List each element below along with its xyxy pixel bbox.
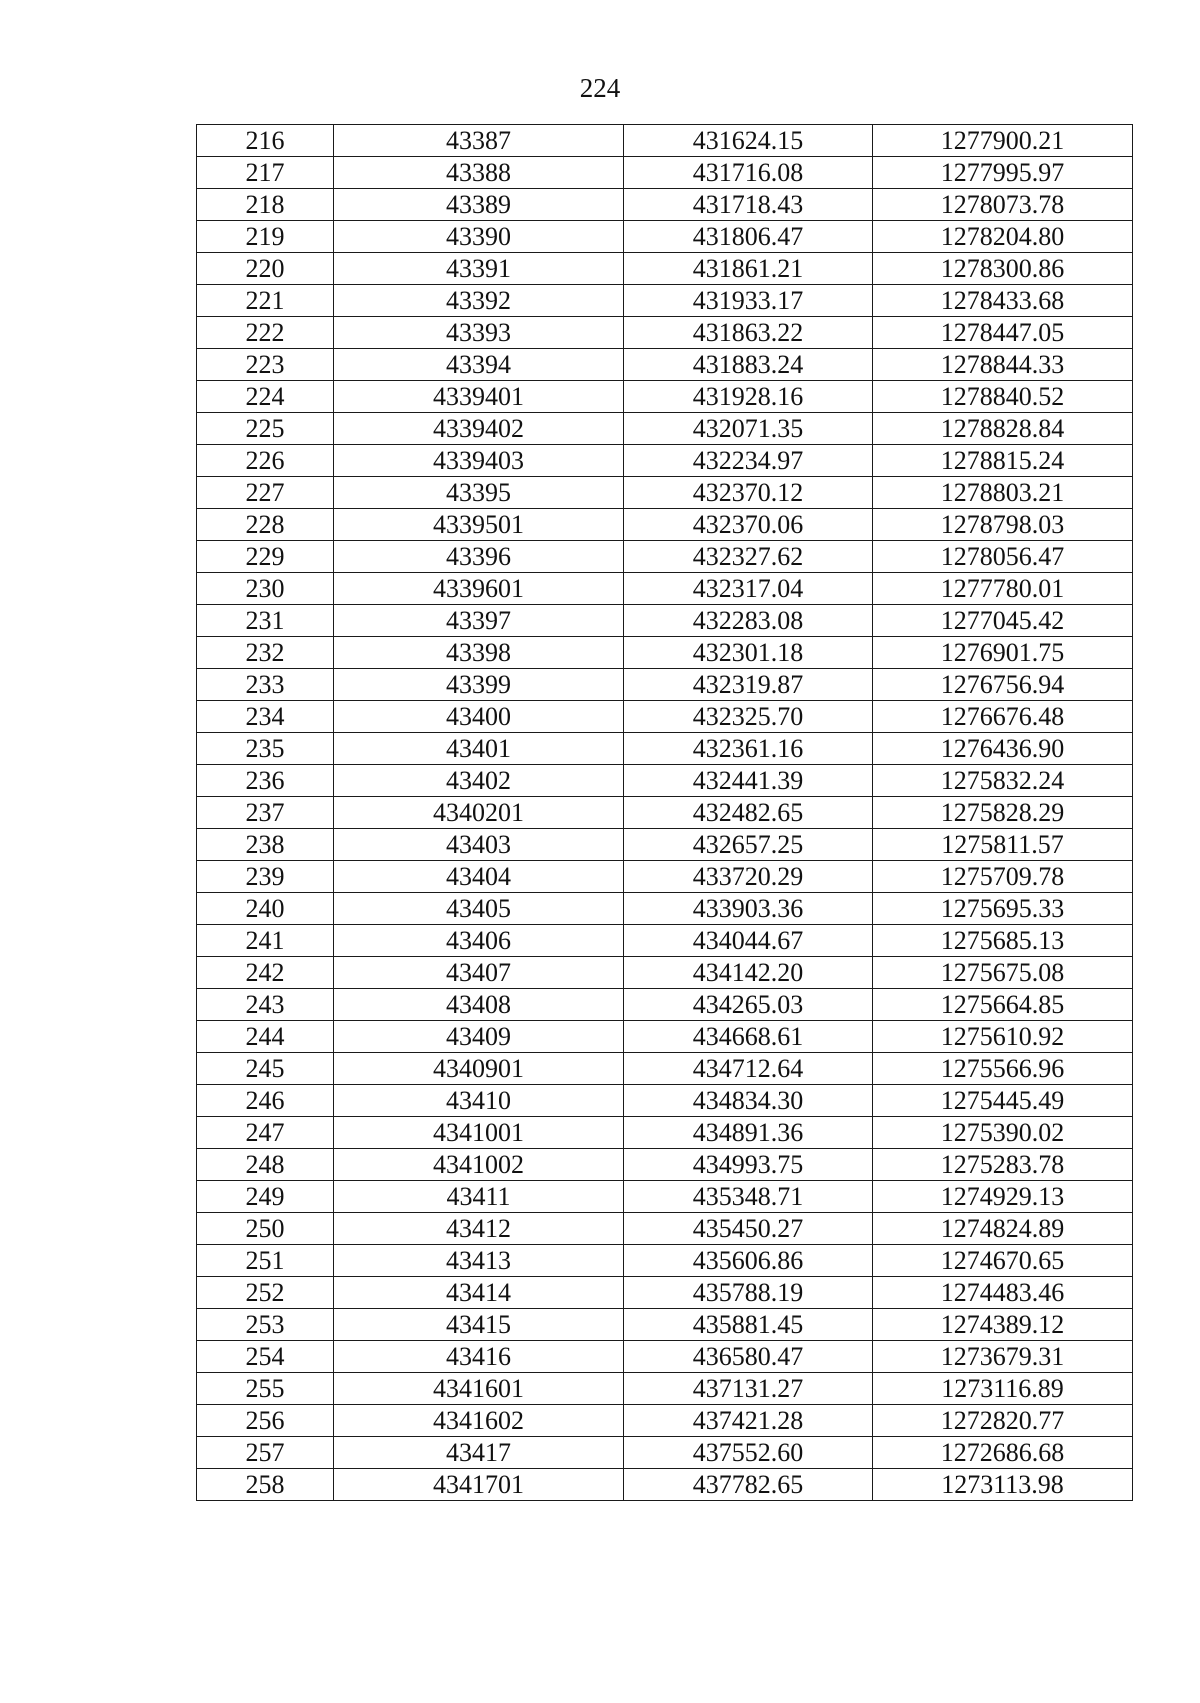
point-id-cell: 43398 <box>334 637 624 669</box>
row-index-cell: 226 <box>197 445 334 477</box>
x-coordinate-cell: 431624.15 <box>624 125 873 157</box>
row-index-cell: 218 <box>197 189 334 221</box>
row-index-cell: 221 <box>197 285 334 317</box>
x-coordinate-cell: 431928.16 <box>624 381 873 413</box>
point-id-cell: 4341701 <box>334 1469 624 1501</box>
point-id-cell: 43394 <box>334 349 624 381</box>
row-index-cell: 233 <box>197 669 334 701</box>
x-coordinate-cell: 431863.22 <box>624 317 873 349</box>
point-id-cell: 43417 <box>334 1437 624 1469</box>
point-id-cell: 4339403 <box>334 445 624 477</box>
row-index-cell: 241 <box>197 925 334 957</box>
row-index-cell: 246 <box>197 1085 334 1117</box>
x-coordinate-cell: 435788.19 <box>624 1277 873 1309</box>
table-row <box>197 381 1133 413</box>
table-row <box>197 157 1133 189</box>
y-coordinate-cell: 1276756.94 <box>873 669 1133 701</box>
x-coordinate-cell: 434044.67 <box>624 925 873 957</box>
point-id-cell: 43390 <box>334 221 624 253</box>
table-row <box>197 189 1133 221</box>
y-coordinate-cell: 1275828.29 <box>873 797 1133 829</box>
y-coordinate-cell: 1275390.02 <box>873 1117 1133 1149</box>
row-index-cell: 242 <box>197 957 334 989</box>
row-index-cell: 228 <box>197 509 334 541</box>
x-coordinate-cell: 433903.36 <box>624 893 873 925</box>
x-coordinate-cell: 432283.08 <box>624 605 873 637</box>
row-index-cell: 216 <box>197 125 334 157</box>
y-coordinate-cell: 1278204.80 <box>873 221 1133 253</box>
x-coordinate-cell: 434265.03 <box>624 989 873 1021</box>
row-index-cell: 237 <box>197 797 334 829</box>
point-id-cell: 43401 <box>334 733 624 765</box>
point-id-cell: 43409 <box>334 1021 624 1053</box>
table-row <box>197 317 1133 349</box>
point-id-cell: 4340201 <box>334 797 624 829</box>
table-row <box>197 253 1133 285</box>
point-id-cell: 43388 <box>334 157 624 189</box>
x-coordinate-cell: 435450.27 <box>624 1213 873 1245</box>
row-index-cell: 223 <box>197 349 334 381</box>
point-id-cell: 43389 <box>334 189 624 221</box>
y-coordinate-cell: 1274389.12 <box>873 1309 1133 1341</box>
table-row <box>197 829 1133 861</box>
table-row <box>197 1341 1133 1373</box>
y-coordinate-cell: 1275695.33 <box>873 893 1133 925</box>
x-coordinate-cell: 431716.08 <box>624 157 873 189</box>
row-index-cell: 248 <box>197 1149 334 1181</box>
row-index-cell: 235 <box>197 733 334 765</box>
x-coordinate-cell: 437421.28 <box>624 1405 873 1437</box>
row-index-cell: 245 <box>197 1053 334 1085</box>
point-id-cell: 4339501 <box>334 509 624 541</box>
row-index-cell: 234 <box>197 701 334 733</box>
y-coordinate-cell: 1278844.33 <box>873 349 1133 381</box>
table-row <box>197 1213 1133 1245</box>
table-row <box>197 1021 1133 1053</box>
y-coordinate-cell: 1275832.24 <box>873 765 1133 797</box>
x-coordinate-cell: 437552.60 <box>624 1437 873 1469</box>
x-coordinate-cell: 434668.61 <box>624 1021 873 1053</box>
table-row <box>197 1085 1133 1117</box>
table-row <box>197 1149 1133 1181</box>
x-coordinate-cell: 432317.04 <box>624 573 873 605</box>
point-id-cell: 43399 <box>334 669 624 701</box>
point-id-cell: 43414 <box>334 1277 624 1309</box>
x-coordinate-cell: 431883.24 <box>624 349 873 381</box>
row-index-cell: 258 <box>197 1469 334 1501</box>
y-coordinate-cell: 1278840.52 <box>873 381 1133 413</box>
point-id-cell: 43402 <box>334 765 624 797</box>
x-coordinate-cell: 434891.36 <box>624 1117 873 1149</box>
y-coordinate-cell: 1274929.13 <box>873 1181 1133 1213</box>
y-coordinate-cell: 1278828.84 <box>873 413 1133 445</box>
table-row <box>197 1277 1133 1309</box>
y-coordinate-cell: 1274483.46 <box>873 1277 1133 1309</box>
table-row <box>197 573 1133 605</box>
y-coordinate-cell: 1278803.21 <box>873 477 1133 509</box>
y-coordinate-cell: 1277045.42 <box>873 605 1133 637</box>
x-coordinate-cell: 435606.86 <box>624 1245 873 1277</box>
table-row <box>197 893 1133 925</box>
table-row <box>197 733 1133 765</box>
point-id-cell: 43400 <box>334 701 624 733</box>
row-index-cell: 253 <box>197 1309 334 1341</box>
y-coordinate-cell: 1275664.85 <box>873 989 1133 1021</box>
x-coordinate-cell: 432071.35 <box>624 413 873 445</box>
point-id-cell: 43396 <box>334 541 624 573</box>
table-row <box>197 1373 1133 1405</box>
row-index-cell: 244 <box>197 1021 334 1053</box>
coordinates-table-body <box>197 125 1133 1501</box>
x-coordinate-cell: 435881.45 <box>624 1309 873 1341</box>
x-coordinate-cell: 432482.65 <box>624 797 873 829</box>
y-coordinate-cell: 1273116.89 <box>873 1373 1133 1405</box>
x-coordinate-cell: 433720.29 <box>624 861 873 893</box>
x-coordinate-cell: 431861.21 <box>624 253 873 285</box>
row-index-cell: 251 <box>197 1245 334 1277</box>
x-coordinate-cell: 436580.47 <box>624 1341 873 1373</box>
row-index-cell: 231 <box>197 605 334 637</box>
y-coordinate-cell: 1277995.97 <box>873 157 1133 189</box>
table-row <box>197 1245 1133 1277</box>
y-coordinate-cell: 1274824.89 <box>873 1213 1133 1245</box>
point-id-cell: 4339601 <box>334 573 624 605</box>
row-index-cell: 247 <box>197 1117 334 1149</box>
table-row <box>197 797 1133 829</box>
row-index-cell: 219 <box>197 221 334 253</box>
row-index-cell: 220 <box>197 253 334 285</box>
x-coordinate-cell: 435348.71 <box>624 1181 873 1213</box>
x-coordinate-cell: 431718.43 <box>624 189 873 221</box>
table-row <box>197 605 1133 637</box>
table-row <box>197 509 1133 541</box>
x-coordinate-cell: 432441.39 <box>624 765 873 797</box>
point-id-cell: 43403 <box>334 829 624 861</box>
table-row <box>197 349 1133 381</box>
table-row <box>197 925 1133 957</box>
point-id-cell: 4340901 <box>334 1053 624 1085</box>
point-id-cell: 43407 <box>334 957 624 989</box>
x-coordinate-cell: 432234.97 <box>624 445 873 477</box>
row-index-cell: 243 <box>197 989 334 1021</box>
table-row <box>197 1181 1133 1213</box>
x-coordinate-cell: 432370.12 <box>624 477 873 509</box>
page-number: 224 <box>579 73 621 103</box>
y-coordinate-cell: 1278447.05 <box>873 317 1133 349</box>
y-coordinate-cell: 1277780.01 <box>873 573 1133 605</box>
x-coordinate-cell: 432361.16 <box>624 733 873 765</box>
y-coordinate-cell: 1278433.68 <box>873 285 1133 317</box>
y-coordinate-cell: 1276676.48 <box>873 701 1133 733</box>
table-row <box>197 701 1133 733</box>
y-coordinate-cell: 1277900.21 <box>873 125 1133 157</box>
point-id-cell: 43392 <box>334 285 624 317</box>
x-coordinate-cell: 437131.27 <box>624 1373 873 1405</box>
y-coordinate-cell: 1272820.77 <box>873 1405 1133 1437</box>
table-row <box>197 1309 1133 1341</box>
row-index-cell: 222 <box>197 317 334 349</box>
y-coordinate-cell: 1273679.31 <box>873 1341 1133 1373</box>
point-id-cell: 43415 <box>334 1309 624 1341</box>
y-coordinate-cell: 1275811.57 <box>873 829 1133 861</box>
table-row <box>197 1053 1133 1085</box>
point-id-cell: 43405 <box>334 893 624 925</box>
table-row <box>197 285 1133 317</box>
point-id-cell: 43395 <box>334 477 624 509</box>
y-coordinate-cell: 1278300.86 <box>873 253 1133 285</box>
row-index-cell: 254 <box>197 1341 334 1373</box>
x-coordinate-cell: 432327.62 <box>624 541 873 573</box>
y-coordinate-cell: 1278073.78 <box>873 189 1133 221</box>
row-index-cell: 238 <box>197 829 334 861</box>
table-row <box>197 541 1133 573</box>
point-id-cell: 43391 <box>334 253 624 285</box>
row-index-cell: 240 <box>197 893 334 925</box>
table-row <box>197 1437 1133 1469</box>
point-id-cell: 43411 <box>334 1181 624 1213</box>
row-index-cell: 224 <box>197 381 334 413</box>
row-index-cell: 225 <box>197 413 334 445</box>
y-coordinate-cell: 1278056.47 <box>873 541 1133 573</box>
point-id-cell: 4341601 <box>334 1373 624 1405</box>
x-coordinate-cell: 434712.64 <box>624 1053 873 1085</box>
coordinates-table <box>196 124 1133 1501</box>
table-row <box>197 669 1133 701</box>
x-coordinate-cell: 434993.75 <box>624 1149 873 1181</box>
row-index-cell: 257 <box>197 1437 334 1469</box>
point-id-cell: 43410 <box>334 1085 624 1117</box>
table-row <box>197 989 1133 1021</box>
y-coordinate-cell: 1276436.90 <box>873 733 1133 765</box>
row-index-cell: 236 <box>197 765 334 797</box>
point-id-cell: 43412 <box>334 1213 624 1245</box>
x-coordinate-cell: 431933.17 <box>624 285 873 317</box>
table-row <box>197 1405 1133 1437</box>
y-coordinate-cell: 1278815.24 <box>873 445 1133 477</box>
x-coordinate-cell: 434834.30 <box>624 1085 873 1117</box>
table-row <box>197 637 1133 669</box>
point-id-cell: 4339401 <box>334 381 624 413</box>
row-index-cell: 229 <box>197 541 334 573</box>
table-row <box>197 477 1133 509</box>
x-coordinate-cell: 432325.70 <box>624 701 873 733</box>
y-coordinate-cell: 1275675.08 <box>873 957 1133 989</box>
point-id-cell: 4341602 <box>334 1405 624 1437</box>
point-id-cell: 43393 <box>334 317 624 349</box>
point-id-cell: 43413 <box>334 1245 624 1277</box>
point-id-cell: 4341001 <box>334 1117 624 1149</box>
row-index-cell: 239 <box>197 861 334 893</box>
y-coordinate-cell: 1276901.75 <box>873 637 1133 669</box>
point-id-cell: 43404 <box>334 861 624 893</box>
x-coordinate-cell: 432370.06 <box>624 509 873 541</box>
row-index-cell: 252 <box>197 1277 334 1309</box>
x-coordinate-cell: 432301.18 <box>624 637 873 669</box>
y-coordinate-cell: 1272686.68 <box>873 1437 1133 1469</box>
y-coordinate-cell: 1275566.96 <box>873 1053 1133 1085</box>
y-coordinate-cell: 1278798.03 <box>873 509 1133 541</box>
y-coordinate-cell: 1273113.98 <box>873 1469 1133 1501</box>
table-row <box>197 1117 1133 1149</box>
row-index-cell: 230 <box>197 573 334 605</box>
point-id-cell: 43406 <box>334 925 624 957</box>
table-row <box>197 445 1133 477</box>
table-row <box>197 221 1133 253</box>
table-row <box>197 861 1133 893</box>
row-index-cell: 250 <box>197 1213 334 1245</box>
row-index-cell: 255 <box>197 1373 334 1405</box>
x-coordinate-cell: 431806.47 <box>624 221 873 253</box>
point-id-cell: 43408 <box>334 989 624 1021</box>
row-index-cell: 227 <box>197 477 334 509</box>
point-id-cell: 4339402 <box>334 413 624 445</box>
point-id-cell: 43387 <box>334 125 624 157</box>
table-row <box>197 765 1133 797</box>
x-coordinate-cell: 432319.87 <box>624 669 873 701</box>
x-coordinate-cell: 432657.25 <box>624 829 873 861</box>
row-index-cell: 217 <box>197 157 334 189</box>
y-coordinate-cell: 1275445.49 <box>873 1085 1133 1117</box>
point-id-cell: 4341002 <box>334 1149 624 1181</box>
point-id-cell: 43397 <box>334 605 624 637</box>
row-index-cell: 256 <box>197 1405 334 1437</box>
y-coordinate-cell: 1275610.92 <box>873 1021 1133 1053</box>
y-coordinate-cell: 1275283.78 <box>873 1149 1133 1181</box>
y-coordinate-cell: 1275685.13 <box>873 925 1133 957</box>
point-id-cell: 43416 <box>334 1341 624 1373</box>
y-coordinate-cell: 1274670.65 <box>873 1245 1133 1277</box>
table-row <box>197 413 1133 445</box>
row-index-cell: 232 <box>197 637 334 669</box>
x-coordinate-cell: 434142.20 <box>624 957 873 989</box>
row-index-cell: 249 <box>197 1181 334 1213</box>
y-coordinate-cell: 1275709.78 <box>873 861 1133 893</box>
table-row <box>197 1469 1133 1501</box>
table-row <box>197 957 1133 989</box>
x-coordinate-cell: 437782.65 <box>624 1469 873 1501</box>
table-row <box>197 125 1133 157</box>
